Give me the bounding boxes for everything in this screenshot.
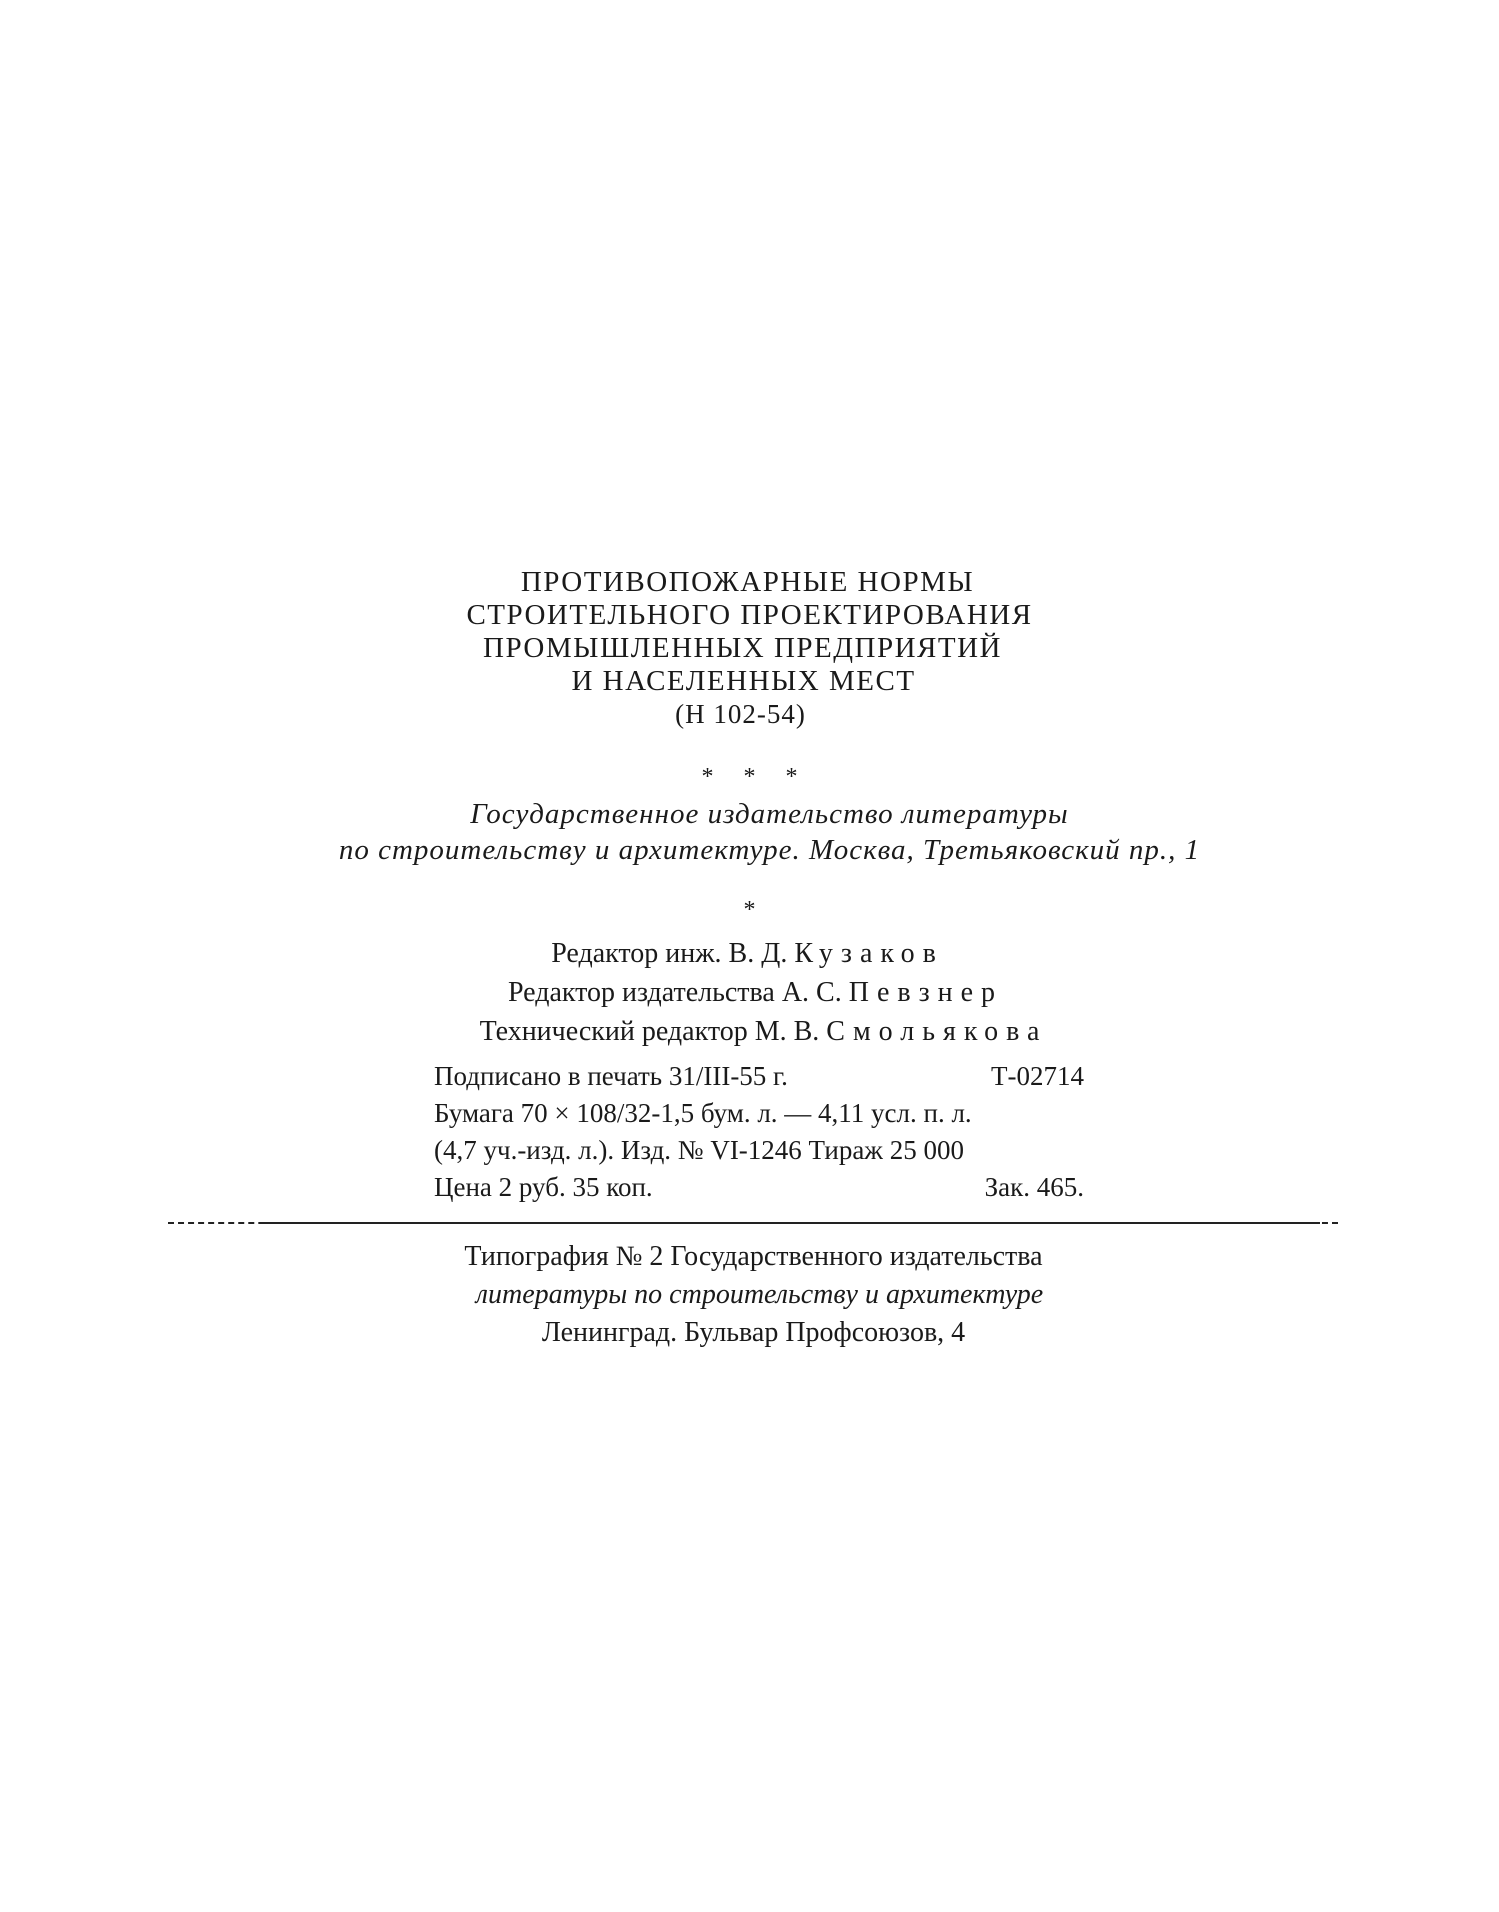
printing-house-line-3: Ленинград. Бульвар Профсоюзов, 4 [541,1317,966,1348]
publishing-editor-credit [6,973,1499,1012]
publishing-editor-role: Редактор издательства А. С. [507,977,842,1008]
publisher-line-2: по строительству и архитектуре. Москва, Третьяковский пр., 1 [338,834,1201,866]
asterism-separator: * * * [701,764,810,790]
order-number: Зак. 465. [984,1172,1084,1202]
publisher-line-1: Государственное издательство литературы [470,798,1069,830]
price: Цена 2 руб. 35 коп. [434,1172,653,1202]
tech-editor-name: Смольякова [826,1016,1048,1047]
imprint-row-paper [434,1095,1084,1132]
title-line-1: ПРОТИВОПОЖАРНЫЕ НОРМЫ [520,566,975,598]
editor-credit [0,934,1497,973]
publishing-editor-name: Певзнер [848,977,1004,1008]
imprint-row-edition [434,1132,1084,1169]
title-line-2: СТРОИТЕЛЬНОГО ПРОЕКТИРОВАНИЯ [466,599,1033,631]
edition-info: (4,7 уч.-изд. л.). Изд. № VI-1246 Тираж 25 000 [434,1135,964,1165]
document-title [0,566,1499,731]
editor-role: Редактор инж. В. Д. [551,938,788,969]
divider-rule-solid [260,1222,1320,1224]
title-line-3: ПРОМЫШЛЕННЫХ ПРЕДПРИЯТИЙ [483,632,1002,664]
imprint-row-signed [434,1058,1084,1095]
editor-name: Кузаков [794,938,944,969]
signed-code: Т-02714 [991,1061,1084,1091]
printing-house-line-2: литературы по строительству и архитектуре [475,1279,1044,1310]
paper-format: Бумага 70 × 108/32-1,5 бум. л. — 4,11 усл. п. л. [434,1098,972,1128]
norm-code: (Н 102-54) [675,699,806,729]
asterisk-separator: * [743,897,768,923]
printing-house-line-1: Типография № 2 Государственного издательства [464,1241,1043,1272]
imprint-row-price [434,1169,1084,1206]
imprint-block [434,1058,1084,1206]
title-line-4: И НАСЕЛЕННЫХ МЕСТ [571,665,916,697]
signed-date: Подписано в печать 31/III-55 г. [434,1061,788,1091]
tech-editor-role: Технический редактор М. В. [479,1016,820,1047]
tech-editor-credit [14,1012,1499,1051]
